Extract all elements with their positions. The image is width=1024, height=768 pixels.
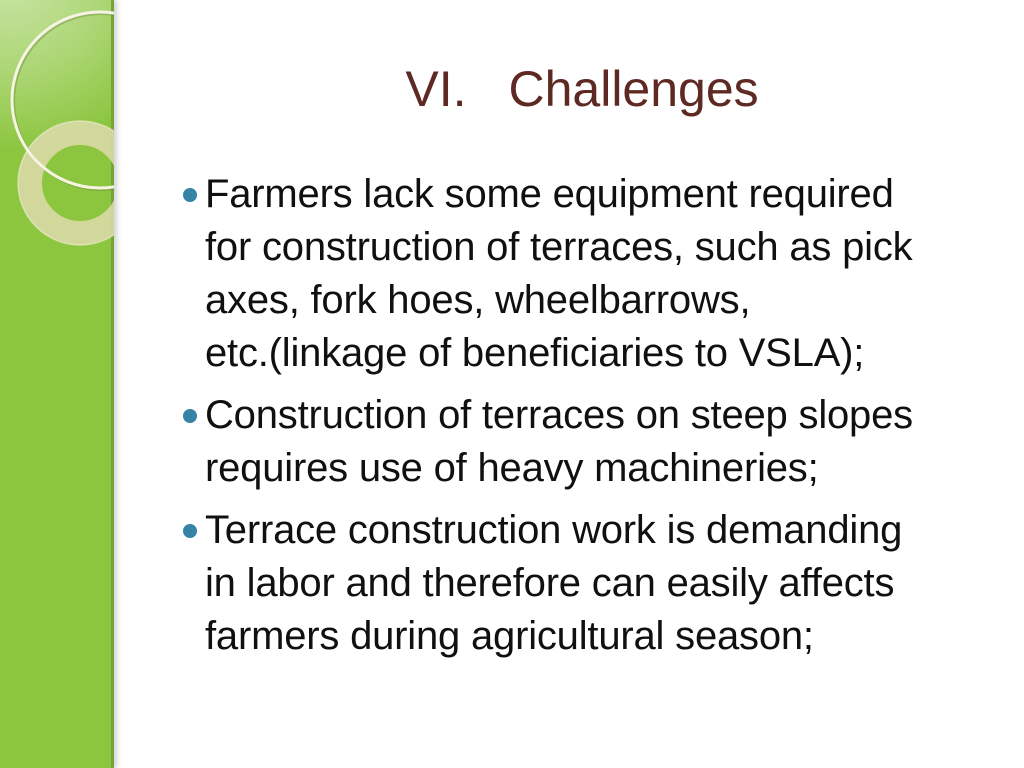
bullet-line: etc.(linkage of beneficiaries to VSLA); <box>205 331 865 375</box>
bullet-line: requires use of heavy machineries; <box>205 446 819 490</box>
sidebar-decoration <box>0 0 114 768</box>
slide-title <box>114 56 1024 122</box>
bullet-line: axes, fork hoes, wheelbarrows, <box>205 278 751 322</box>
bullet-item <box>205 168 1018 380</box>
bullet-item <box>205 504 1018 663</box>
bullet-line: for construction of terraces, such as pick <box>205 225 913 269</box>
bullet-list <box>114 168 1018 672</box>
bullet-line: Construction of terraces on steep slopes <box>205 393 913 437</box>
bullet-line: farmers during agricultural season; <box>205 614 814 658</box>
bullet-icon <box>183 409 197 423</box>
bullet-line: Farmers lack some equipment required <box>205 172 894 216</box>
bullet-item <box>205 389 1018 495</box>
title-number: VI. <box>405 61 467 117</box>
bullet-line: in labor and therefore can easily affects <box>205 561 895 605</box>
bullet-icon <box>183 524 197 538</box>
bullet-icon <box>183 188 197 202</box>
bullet-line: Terrace construction work is demanding <box>205 508 903 552</box>
title-text: Challenges <box>508 61 759 117</box>
sidebar-circles-graphic <box>0 0 114 768</box>
